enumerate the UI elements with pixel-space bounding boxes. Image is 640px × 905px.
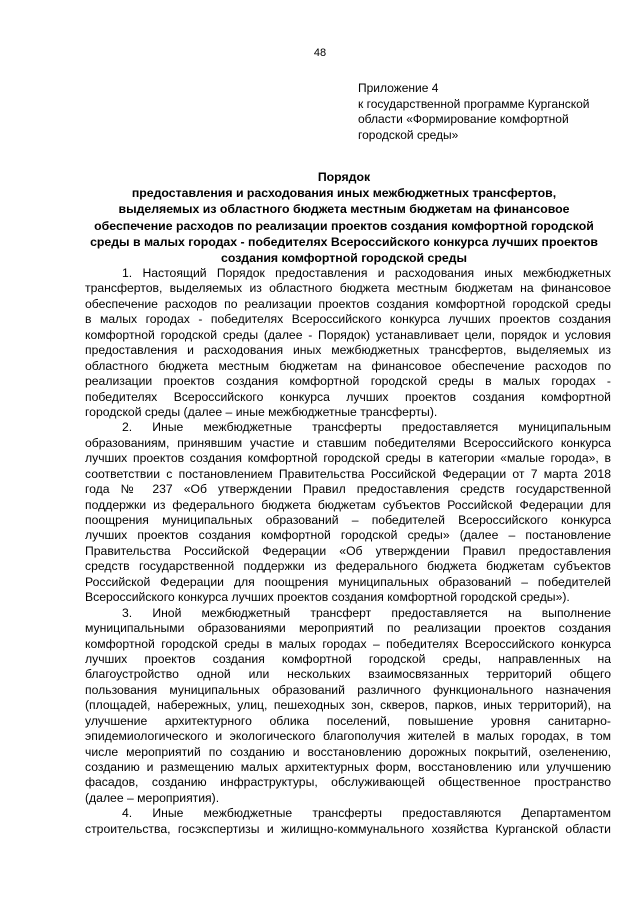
appendix-line: городской среды» xyxy=(358,127,459,142)
paragraph-4-line: 4. Иные межбюджетные трансферты предоставляются Департаментом xyxy=(122,806,611,821)
title-line: предоставления и расходования иных межбюджетных трансфертов, xyxy=(131,186,557,201)
paragraph-2-line: лучших проектов создания комфортной городской среды» (далее – постановление xyxy=(85,528,611,543)
paragraph-2-line: лучших проектов создания комфортной городской среды в категории «малые города», в xyxy=(85,451,611,466)
paragraph-2-line: поддержки из федерального бюджета бюджетам субъектов Российской Федерации для xyxy=(85,497,611,512)
paragraph-1-line: предоставления и расходования иных межбюджетных трансфертов, выделяемых из xyxy=(85,343,611,358)
paragraph-1-line: трансфертов, выделяемых из областного бюджета местным бюджетам на финансовое xyxy=(85,281,611,296)
appendix-line: к государственной программе Курганской xyxy=(358,96,590,111)
paragraph-3-line: муниципальными образованиями мероприятий по реализации проектов создания xyxy=(85,621,611,636)
title-line: среды в малых городах - победителях Всероссийского конкурса лучших проектов xyxy=(90,234,598,249)
title-line: создания комфортной городской среды xyxy=(221,251,467,266)
paragraph-2-line: Правительства Российской Федерации «Об утверждении Правил предоставления xyxy=(85,543,611,558)
paragraph-1-line: областного бюджета местным бюджетам на финансовое обеспечение расходов по xyxy=(85,358,611,373)
paragraph-3-line: комфортной городской среды в малых городах – победителях Всероссийского конкурса xyxy=(85,636,611,651)
paragraph-2-line: года № 237 «Об утверждении Правил предоставления средств государственной xyxy=(85,482,611,497)
appendix-line: Приложение 4 xyxy=(358,81,439,95)
paragraph-1-line: обеспечение расходов по реализации проектов создания комфортной городской среды xyxy=(85,296,611,311)
paragraph-3-line: эпидемиологического и экологического благополучия жителей в малых городах, в том xyxy=(85,729,611,744)
paragraph-1-line: реализации проектов создания комфортной городской среды в малых городах - xyxy=(85,374,611,389)
appendix-line: области «Формирование комфортной xyxy=(358,112,569,126)
title-line: Порядок xyxy=(317,170,371,184)
paragraph-2-line: соответствии с постановлением Правительства Российской Федерации от 7 марта 2018 xyxy=(85,466,611,481)
paragraph-2-line: поощрения муниципальных образований – победителей Всероссийского конкурса xyxy=(85,513,611,527)
paragraph-1-line: 1. Настоящий Порядок предоставления и расходования иных межбюджетных xyxy=(122,266,611,280)
paragraph-1-line: городской среды (далее – иные межбюджетные трансферты). xyxy=(85,404,438,419)
paragraph-2-line: средств государственной поддержки из федерального бюджета бюджетам субъектов xyxy=(85,559,611,574)
page-number: 48 xyxy=(313,47,327,59)
paragraph-3-line: улучшение архитектурного облика поселений, повышение уровня санитарно- xyxy=(85,713,611,728)
document-body xyxy=(85,266,611,837)
paragraph-3-line: пользования муниципальных образований различного функционального назначения xyxy=(85,682,611,697)
paragraph-2-line: образованиям, принявшим участие и ставшим победителями Всероссийского конкурса xyxy=(85,435,611,450)
paragraph-3-line: фасадов, созданию инфраструктуры, обслуживающей общественное пространство xyxy=(85,775,611,790)
paragraph-3-line: 3. Иной межбюджетный трансферт предоставляется на выполнение xyxy=(122,605,611,620)
document-title xyxy=(70,169,618,266)
paragraph-1-line: победителях Всероссийского конкурса лучших проектов создания комфортной xyxy=(85,389,611,404)
paragraph-3-line: созданию и размещению малых архитектурных форм, восстановлению или улучшению xyxy=(85,760,611,774)
appendix-note xyxy=(358,81,618,143)
title-line: обеспечение расходов по реализации проектов создания комфортной городской xyxy=(94,218,594,233)
paragraph-3-line: благоустройство одной или нескольких взаимосвязанных территорий общего xyxy=(85,667,611,682)
paragraph-3-line: лучших проектов создания комфортной городской среды, направленных на xyxy=(85,651,611,666)
paragraph-3-line: (площадей, набережных, улиц, пешеходных зон, скверов, парков, иных территорий), на xyxy=(85,698,611,713)
paragraph-2-line: 2. Иные межбюджетные трансферты предоставляется муниципальным xyxy=(122,420,611,435)
paragraph-1-line: в малых городах - победителях Всероссийского конкурса лучших проектов создания xyxy=(85,312,611,327)
paragraph-3-line: (далее – мероприятия). xyxy=(85,790,220,805)
paragraph-4-line: строительства, госэкспертизы и жилищно-коммунального хозяйства Курганской области xyxy=(85,821,611,836)
paragraph-2-line: Российской Федерации для поощрения муниципальных образований – победителей xyxy=(85,574,611,589)
paragraph-2-line: Всероссийского конкурса лучших проектов создания комфортной городской среды»). xyxy=(85,590,570,605)
paragraph-3-line: числе мероприятий по созданию и восстановлению дорожных покрытий, озеленению, xyxy=(85,744,611,759)
paragraph-1-line: комфортной городской среды (далее - Порядок) устанавливает цели, порядок и условия xyxy=(85,327,611,342)
title-line: выделяемых из областного бюджета местным бюджетам на финансовое xyxy=(118,202,570,217)
